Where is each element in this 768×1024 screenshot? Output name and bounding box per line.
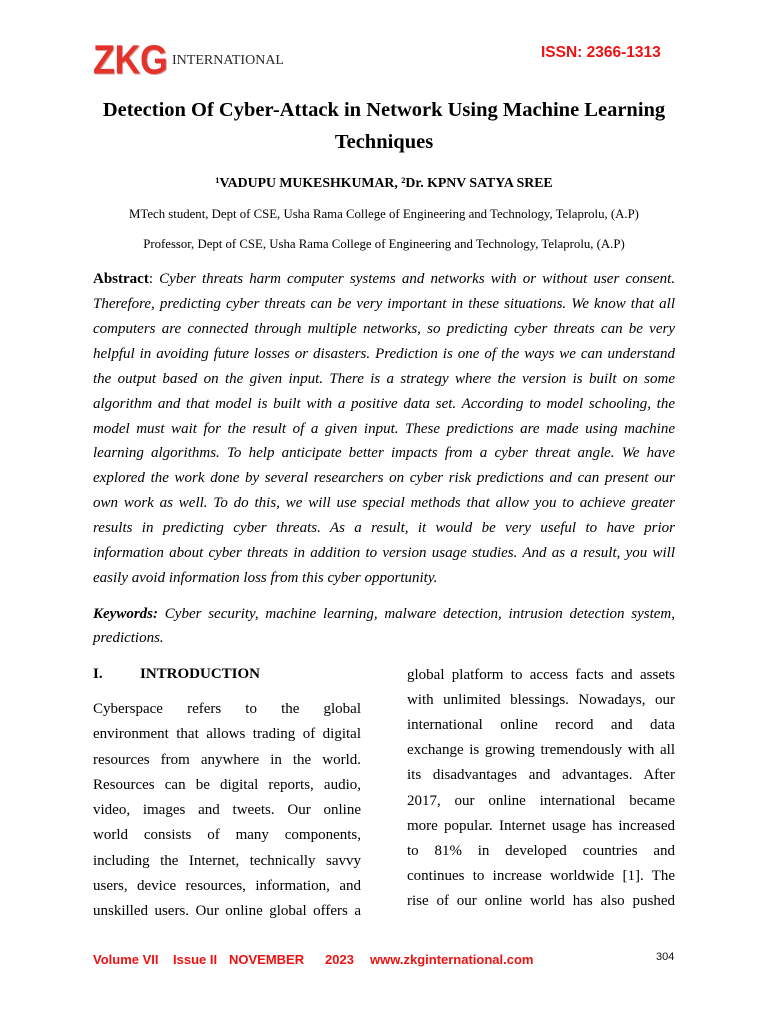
abstract-label: Abstract xyxy=(93,271,149,287)
footer-issue: Issue II xyxy=(173,952,218,967)
keywords-line: predictions. xyxy=(93,630,164,646)
abstract-line xyxy=(93,267,675,292)
abstract-line: Therefore, predicting cyber threats can be very important in these situations. We know that all xyxy=(93,295,675,312)
footer-year: 2023 xyxy=(325,952,354,967)
keywords xyxy=(93,602,675,650)
body-line: video, images and tweets. Our online xyxy=(93,802,361,818)
section-heading xyxy=(93,662,361,687)
section-number: I. xyxy=(93,666,103,682)
abstract-separator: : xyxy=(148,271,153,287)
abstract-line: helpful in avoiding future losses or disasters. Prediction is one of the ways we can understand xyxy=(93,345,675,362)
abstract-line: the output based on the given input. There is a strategy where the version is built on some xyxy=(93,370,675,387)
body-line: to 81% in developed countries and xyxy=(407,842,675,859)
abstract-line: explored the work done by several researchers on cyber risk predictions and can present our xyxy=(93,470,675,487)
body-line: world consists of many components, xyxy=(93,827,361,844)
abstract-line: information about cyber threats in addition to version usage studies. And as a result, you will xyxy=(93,545,675,562)
body-line: Cyberspace refers to the global xyxy=(93,701,361,717)
abstract-line: results in predicting cyber threats. As a result, it would be very useful to have prior xyxy=(93,520,675,537)
body-line: environment that allows trading of digital xyxy=(93,726,361,743)
abstract-text: Cyber threats harm computer systems and networks with or without user consent. xyxy=(159,271,676,287)
abstract-line: computers are connected through multiple networks, so predicting cyber threats can be very xyxy=(93,320,675,337)
logo-mark: ZKG xyxy=(93,36,168,83)
title-line: Techniques xyxy=(334,131,434,153)
abstract-line: algorithm and that model is built with a positive data set. According to model schooling, the xyxy=(93,395,675,412)
footer-month: NOVEMBER xyxy=(229,952,305,967)
body-line: Resources can be digital reports, audio, xyxy=(93,776,361,793)
abstract-line: learning algorithms. To help anticipate better impacts from a cyber threat angle. We have xyxy=(93,445,675,462)
body-line: unskilled users. Our online global offers a xyxy=(93,903,361,919)
abstract-line: easily avoid information loss from this cyber opportunity. xyxy=(93,570,438,587)
body-line: with unlimited blessings. Nowadays, our xyxy=(407,692,675,709)
body-line: including the Internet, technically savvy xyxy=(93,852,361,869)
body-line: 2017, our online international became xyxy=(407,792,675,809)
keywords-label-text: Keywords xyxy=(93,606,153,622)
body-line: exchange is growing tremendously with all xyxy=(407,742,675,759)
abstract xyxy=(93,267,675,591)
body-line: its disadvantages and advantages. After xyxy=(407,767,675,784)
body-line: continues to increase worldwide [1]. The xyxy=(407,867,675,884)
body-line: more popular. Internet usage has increased xyxy=(407,817,675,834)
page-number: 304 xyxy=(656,951,675,963)
abstract-line: model must wait for the result of a given input. These predictions are made using machine xyxy=(93,420,675,437)
paper-title xyxy=(0,94,768,158)
body-line: rise of our online world has also pushed xyxy=(407,892,675,909)
footer-website: www.zkginternational.com xyxy=(370,952,534,967)
logo-wordmark: INTERNATIONAL xyxy=(172,53,284,68)
authors: ¹VADUPU MUKESHKUMAR, ²Dr. KPNV SATYA SREE xyxy=(215,175,553,190)
abstract-line: own work as well. To do this, we will use special methods that allow you to achieve greater xyxy=(93,495,675,512)
body-line: global platform to access facts and assets xyxy=(407,667,675,683)
body-line: resources from anywhere in the world. xyxy=(93,751,361,768)
issn-label: ISSN: 2366-1313 xyxy=(541,44,661,61)
keywords-separator: : xyxy=(153,606,158,622)
left-column xyxy=(93,697,361,924)
right-column xyxy=(407,663,675,914)
affiliation: Professor, Dept of CSE, Usha Rama College of Engineering and Technology, Telaprolu, (A.P) xyxy=(143,237,625,251)
body-line: users, device resources, information, and xyxy=(93,877,361,894)
keywords-text: Cyber security, machine learning, malware detection, intrusion detection system, xyxy=(164,606,675,622)
section-title: INTRODUCTION xyxy=(140,666,261,682)
title-line: Detection Of Cyber-Attack in Network Using Machine Learning xyxy=(102,99,666,121)
footer-volume: Volume VII xyxy=(93,952,159,967)
affiliation: MTech student, Dept of CSE, Usha Rama College of Engineering and Technology, Telaprolu, (A.P) xyxy=(129,207,639,221)
body-line: international online record and data xyxy=(407,717,675,734)
keywords-line xyxy=(93,602,675,626)
keywords-label xyxy=(93,606,158,622)
